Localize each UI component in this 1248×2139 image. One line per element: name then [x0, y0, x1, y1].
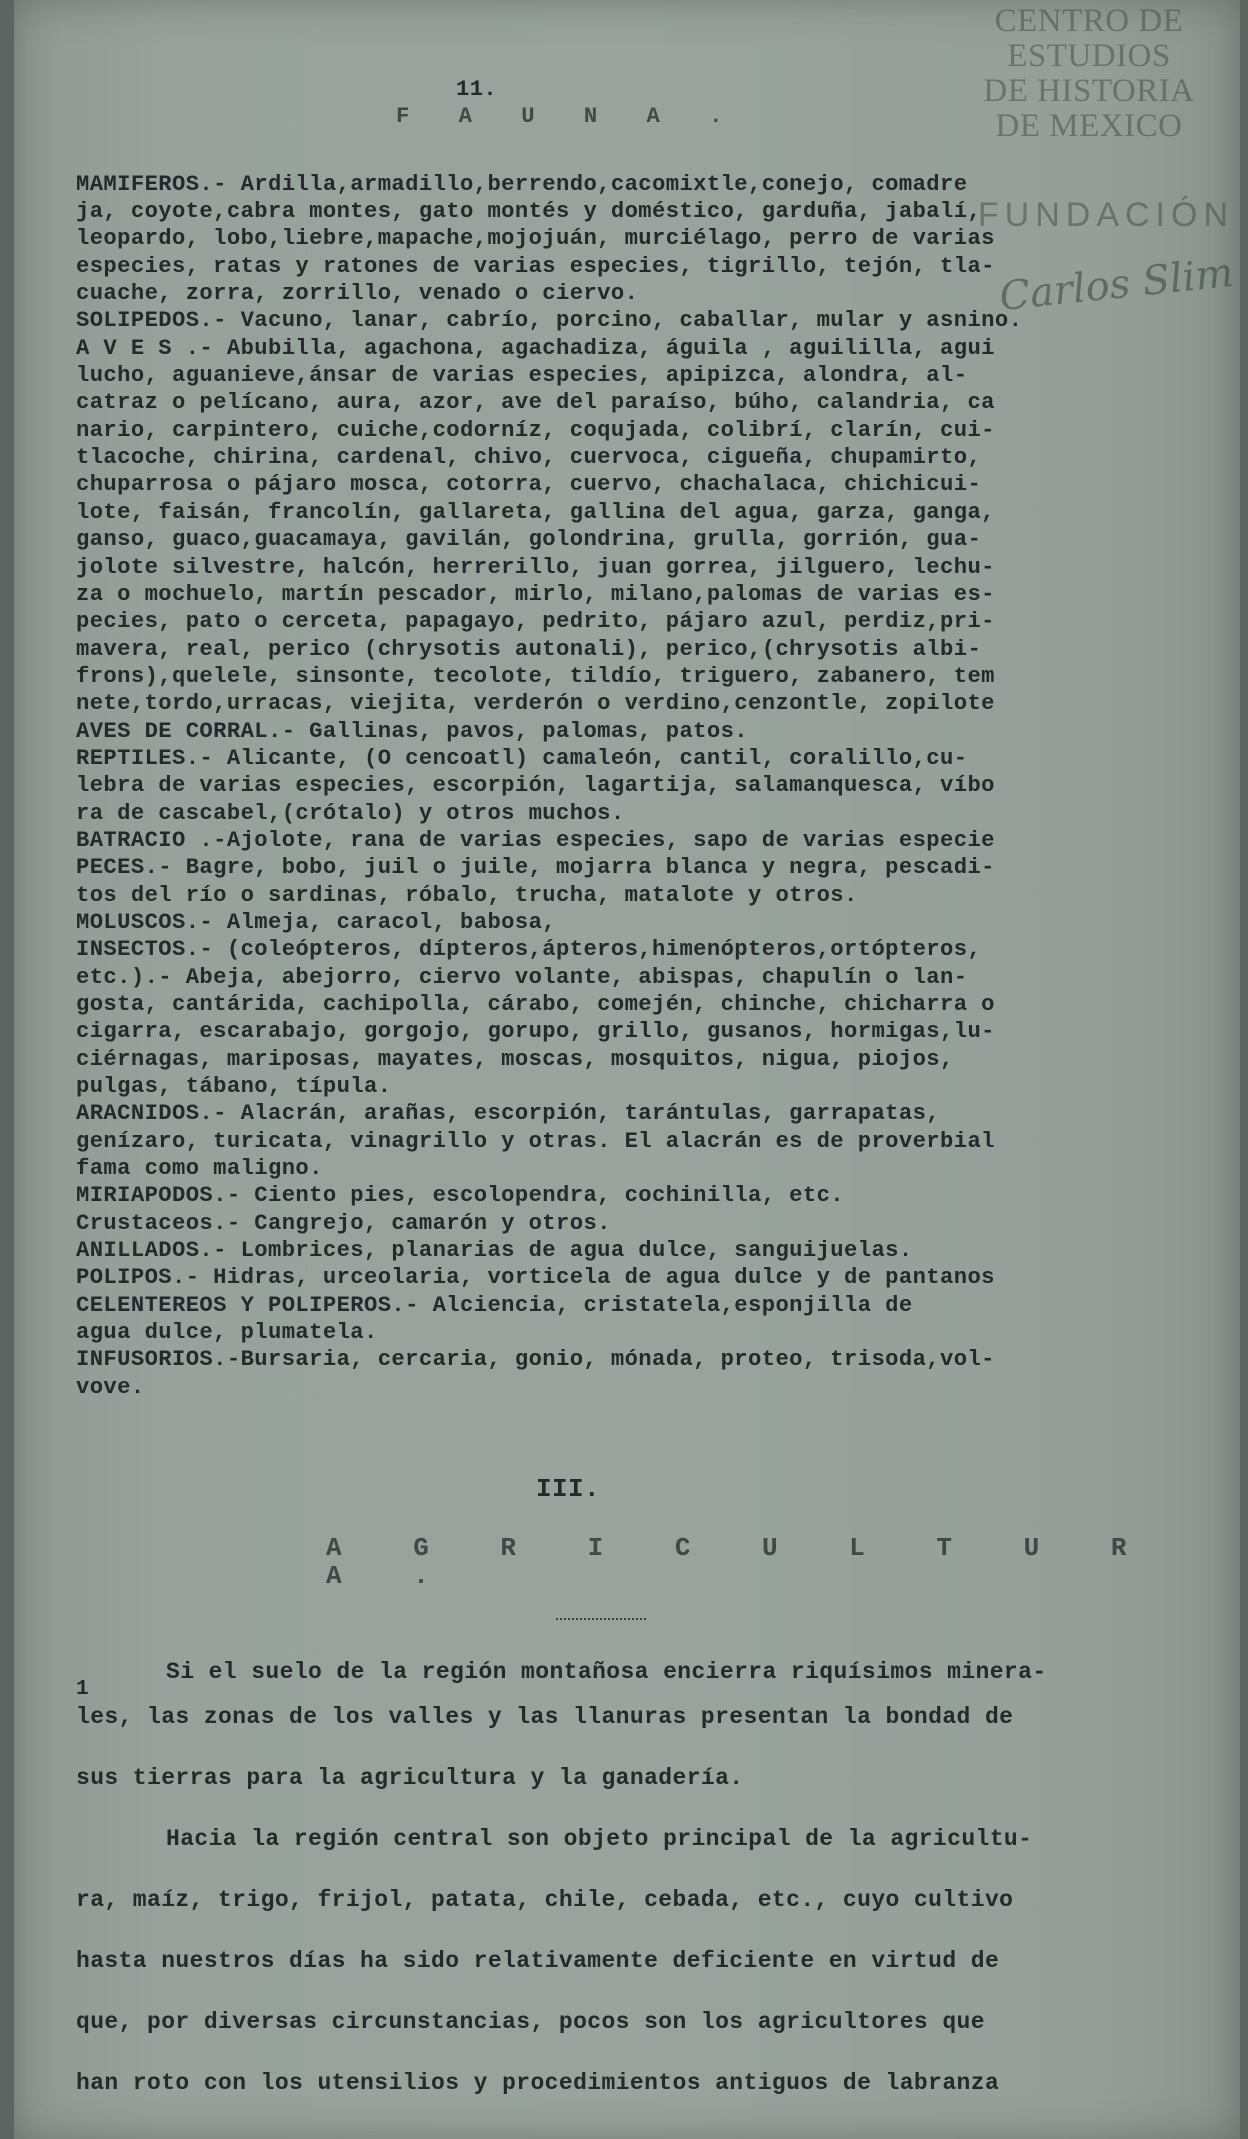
- text-line: tlacoche, chirina, cardenal, chivo, cuervoca, cigueña, chupamirto,: [76, 445, 982, 471]
- text-line: za o mochuelo, martín pescador, mirlo, milano,palomas de varias es-: [76, 581, 995, 607]
- text-line: CELENTEREOS Y POLIPEROS.- Alciencia, cristatela,esponjilla de: [76, 1292, 913, 1318]
- text-line: ARACNIDOS.- Alacrán, arañas, escorpión, tarántulas, garrapatas,: [76, 1101, 941, 1127]
- section-number: 11.: [456, 77, 498, 102]
- text-line: MOLUSCOS.- Almeja, caracol, babosa,: [76, 909, 557, 935]
- text-line: fama como maligno.: [76, 1156, 323, 1182]
- text-line: cigarra, escarabajo, gorgojo, gorupo, grillo, gusanos, hormigas,lu-: [76, 1019, 995, 1045]
- watermark-line: CENTRO DE: [994, 3, 1184, 39]
- text-line: MAMIFEROS.- Ardilla,armadillo,berrendo,cacomixtle,conejo, comadre: [76, 171, 968, 197]
- text-line: jolote silvestre, halcón, herrerillo, juan gorrea, jilguero, lechu-: [76, 554, 995, 580]
- text-line: mavera, real, perico (chrysotis autonali), perico,(chrysotis albi-: [76, 636, 982, 662]
- text-line: lote, faisán, francolín, gallareta, gallina del agua, garza, ganga,: [76, 499, 995, 525]
- text-line: vove.: [76, 1374, 145, 1400]
- text-line: INFUSORIOS.-Bursaria, cercaria, gonio, mónada, proteo, trisoda,vol-: [76, 1347, 995, 1373]
- text-line: hasta nuestros días ha sido relativamente deficiente en virtud de: [76, 1948, 1000, 1975]
- text-line: MIRIAPODOS.- Ciento pies, escolopendra, cochinilla, etc.: [76, 1183, 845, 1209]
- text-line: AVES DE CORRAL.- Gallinas, pavos, palomas, patos.: [76, 718, 749, 744]
- section-number: III.: [536, 1474, 601, 1504]
- agriculture-paragraph: [76, 1642, 1186, 2114]
- text-line: PECES.- Bagre, bobo, juil o juile, mojarra blanca y negra, pescadi-: [76, 855, 995, 881]
- agriculture-section: [76, 1476, 1186, 2114]
- text-line: tos del río o sardinas, róbalo, trucha, matalote y otros.: [76, 882, 858, 908]
- text-line: INSECTOS.- (coleópteros, dípteros,ápteros,himenópteros,ortópteros,: [76, 937, 982, 963]
- text-line: Hacia la región central son objeto principal de la agricultu-: [166, 1826, 1033, 1853]
- text-line: han roto con los utensilios y procedimientos antiguos de labranza: [76, 2070, 1000, 2097]
- typewritten-text: [76, 76, 1186, 2097]
- text-line: catraz o pelícano, aura, azor, ave del paraíso, búho, calandria, ca: [76, 390, 995, 416]
- text-line: ANILLADOS.- Lombrices, planarias de agua dulce, sanguijuelas.: [76, 1238, 913, 1264]
- footnote-marker: 1: [76, 1678, 90, 1702]
- text-line: chuparrosa o pájaro mosca, cotorra, cuervo, chachalaca, chichicui-: [76, 472, 982, 498]
- watermark-line: ESTUDIOS: [1007, 37, 1171, 74]
- text-line: SOLIPEDOS.- Vacuno, lanar, cabrío, porcino, caballar, mular y asnino.: [76, 308, 1023, 334]
- text-line: Crustaceos.- Cangrejo, camarón y otros.: [76, 1210, 611, 1236]
- text-line: pulgas, tábano, típula.: [76, 1074, 392, 1100]
- fauna-list: [76, 171, 1186, 1401]
- paper-sheet: [14, 0, 1240, 2139]
- section-title: F A U N A .: [396, 104, 741, 130]
- text-line: Si el suelo de la región montañosa encierra riquísimos minera-: [166, 1659, 1047, 1686]
- text-line: les, las zonas de los valles y las llanuras presentan la bondad de: [76, 1704, 1014, 1731]
- text-line: genízaro, turicata, vinagrillo y otras. El alacrán es de proverbial: [76, 1128, 995, 1154]
- text-line: especies, ratas y ratones de varias especies, tigrillo, tejón, tla-: [76, 253, 995, 279]
- dashed-rule: [556, 1618, 646, 1620]
- text-line: REPTILES.- Alicante, (O cencoatl) camaleón, cantil, coralillo,cu-: [76, 745, 968, 771]
- signature: Carlos Slim: [997, 249, 1236, 321]
- text-line: ganso, guaco,guacamaya, gavilán, golondrina, grulla, gorrión, gua-: [76, 527, 982, 553]
- text-line: pecies, pato o cerceta, papagayo, pedrito, pájaro azul, perdiz,pri-: [76, 609, 995, 635]
- watermark-line: DE HISTORIA: [983, 72, 1195, 109]
- text-line: ciérnagas, mariposas, mayates, moscas, mosquitos, nigua, piojos,: [76, 1046, 954, 1072]
- text-line: nario, carpintero, cuiche,codorníz, coqujada, colibrí, clarín, cui-: [76, 417, 995, 443]
- text-line: sus tierras para la agricultura y la ganadería.: [76, 1765, 744, 1792]
- text-line: POLIPOS.- Hidras, urceolaria, vorticela de agua dulce y de pantanos: [76, 1265, 995, 1291]
- text-line: cuache, zorra, zorrillo, venado o ciervo.: [76, 281, 639, 307]
- watermark-line: DE MEXICO: [995, 107, 1183, 144]
- text-line: frons),quelele, sinsonte, tecolote, tildío, triguero, zabanero, tem: [76, 663, 995, 689]
- text-line: etc.).- Abeja, abejorro, ciervo volante, abispas, chapulín o lan-: [76, 964, 968, 990]
- text-line: leopardo, lobo,liebre,mapache,mojojuán, murciélago, perro de varias: [76, 226, 995, 252]
- text-line: nete,tordo,urracas, viejita, verderón o verdino,cenzontle, zopilote: [76, 691, 995, 717]
- text-line: que, por diversas circunstancias, pocos son los agricultores que: [76, 2009, 985, 2036]
- text-line: ra de cascabel,(crótalo) y otros muchos.: [76, 800, 625, 826]
- text-line: A V E S .- Abubilla, agachona, agachadiza, águila , aguililla, agui: [76, 335, 995, 361]
- text-line: ja, coyote,cabra montes, gato montés y doméstico, garduña, jabalí,: [76, 199, 982, 225]
- text-line: BATRACIO .-Ajolote, rana de varias especies, sapo de varias especie: [76, 827, 995, 853]
- section-title: A G R I C U L T U R A .: [326, 1533, 1155, 1591]
- text-line: gosta, cantárida, cachipolla, cárabo, comején, chinche, chicharra o: [76, 992, 995, 1017]
- text-line: lucho, aguanieve,ánsar de varias especies, apipizca, alondra, al-: [76, 363, 968, 389]
- text-line: lebra de varias especies, escorpión, lagartija, salamanquesca, víbo: [76, 773, 995, 799]
- text-line: ra, maíz, trigo, frijol, patata, chile, cebada, etc., cuyo cultivo: [76, 1887, 1014, 1914]
- text-line: agua dulce, plumatela.: [76, 1320, 378, 1346]
- foundation-label: FUNDACIÓN: [977, 196, 1234, 234]
